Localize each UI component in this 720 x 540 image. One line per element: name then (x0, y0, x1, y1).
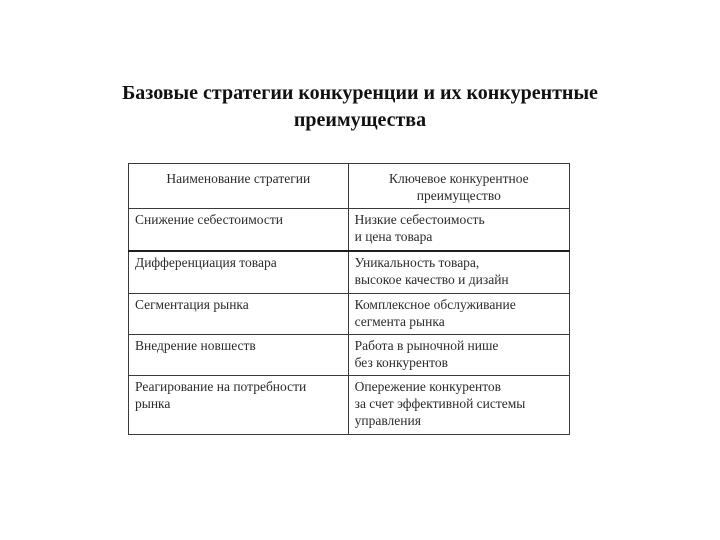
strategy-text: Внедрение новшеств (135, 338, 256, 353)
slide-title (60, 80, 660, 134)
advantage-cell (348, 251, 569, 294)
header-advantage-line-1: Ключевое конкурентное (388, 171, 529, 186)
advantage-cell (348, 294, 569, 335)
table-header-row (129, 164, 570, 209)
slide-title-line-1: Базовые стратегии конкуренции и их конкурентные (122, 82, 598, 104)
strategy-text: Реагирование на потребности (135, 379, 307, 394)
strategy-text: рынка (135, 396, 171, 411)
table-row (129, 335, 570, 376)
header-advantage-line-2: преимущество (416, 188, 501, 203)
strategy-text: Дифференциация товара (135, 255, 277, 270)
table-row (129, 294, 570, 335)
advantage-text: и цена товара (354, 229, 433, 244)
table-body (129, 209, 570, 435)
strategy-cell (129, 376, 349, 435)
table-row (129, 376, 570, 435)
advantage-text: сегмента рынка (354, 314, 445, 329)
slide-title-line-2: преимущества (293, 109, 427, 131)
strategy-cell (129, 335, 349, 376)
table-row (129, 209, 570, 252)
strategy-text: Сегментация рынка (135, 297, 249, 312)
strategy-cell (129, 294, 349, 335)
advantage-text: управления (354, 413, 421, 428)
table-header (129, 164, 570, 209)
table-row (129, 251, 570, 294)
advantage-text: Уникальность товара, (354, 255, 480, 270)
advantage-text: Низкие себестоимость (354, 212, 485, 227)
advantage-text: Опережение конкурентов (354, 379, 502, 394)
strategy-table (128, 163, 570, 435)
advantage-text: без конкурентов (354, 355, 448, 370)
advantage-text: Комплексное обслуживание (354, 297, 516, 312)
header-strategy-name (129, 164, 349, 209)
strategy-text: Снижение себестоимости (135, 212, 284, 227)
header-strategy-text: Наименование стратегии (166, 171, 311, 186)
header-key-advantage (348, 164, 569, 209)
advantage-cell (348, 376, 569, 435)
advantage-text: Работа в рыночной нише (354, 338, 499, 353)
advantage-text: за счет эффективной системы (354, 396, 526, 411)
strategy-cell (129, 209, 349, 252)
advantage-cell (348, 209, 569, 252)
advantage-text: высокое качество и дизайн (354, 272, 509, 287)
strategy-cell (129, 251, 349, 294)
advantage-cell (348, 335, 569, 376)
